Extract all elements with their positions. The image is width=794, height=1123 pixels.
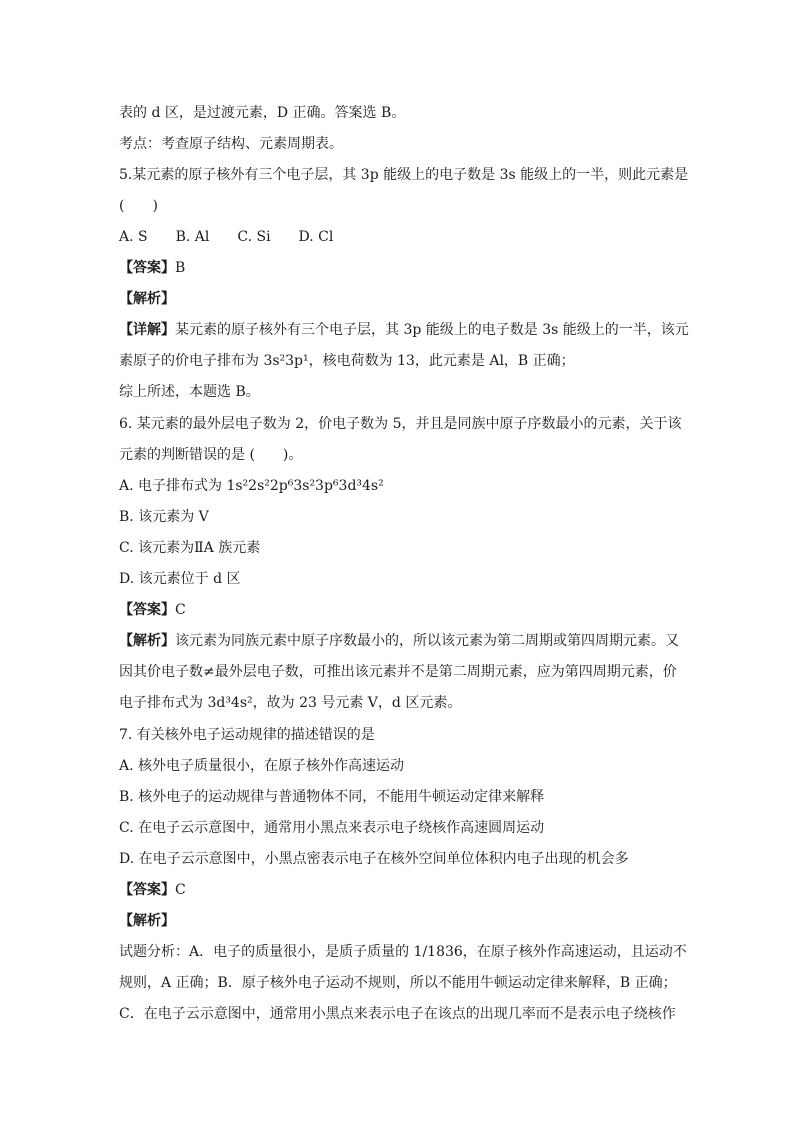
answer-value: C bbox=[175, 882, 186, 898]
detail-text: 某元素的原子核外有三个电子层，其 3p 能级上的电子数是 3s 能级上的一半，该元 bbox=[175, 322, 689, 338]
detail-line bbox=[119, 321, 689, 339]
answer-tag: 【答案】 bbox=[119, 260, 175, 276]
question-6-option-a: A. 电子排布式为 1s²2s²2p⁶3s²3p⁶3d³4s² bbox=[119, 478, 384, 494]
analysis-tag-line bbox=[119, 290, 175, 308]
question-6-stem-cont: 元素的判断错误的是 ( )。 bbox=[119, 447, 303, 463]
text-line: 电子排布式为 3d³4s²，故为 23 号元素 V，d 区元素。 bbox=[119, 695, 462, 711]
text-line: 因其价电子数≠最外层电子数，可推出该元素并不是第二周期元素，应为第四周期元素，价 bbox=[119, 664, 677, 680]
question-7-option-d: D. 在电子云示意图中，小黑点密表示电子在核外空间单位体积内电子出现的机会多 bbox=[119, 851, 629, 867]
question-6-option-d: D. 该元素位于 d 区 bbox=[119, 571, 241, 587]
answer-line bbox=[119, 259, 185, 277]
analysis-text: 该元素为同族元素中原子序数最小的，所以该元素为第二周期或第四周期元素。又 bbox=[175, 633, 679, 649]
text-line: 综上所述，本题选 B。 bbox=[119, 384, 260, 400]
answer-line bbox=[119, 601, 186, 619]
answer-value: B bbox=[175, 260, 186, 276]
question-7-option-b: B. 核外电子的运动规律与普通物体不同，不能用牛顿运动定律来解释 bbox=[119, 789, 545, 805]
question-5-options: A. S B. Al C. Si D. Cl bbox=[119, 229, 334, 245]
question-7-stem: 7. 有关核外电子运动规律的描述错误的是 bbox=[119, 727, 375, 743]
question-6-stem: 6. 某元素的最外层电子数为 2，价电子数为 5，并且是同族中原子序数最小的元素，关于该 bbox=[119, 416, 682, 432]
text-line: 表的 d 区，是过渡元素，D 正确。答案选 B。 bbox=[119, 105, 406, 121]
answer-tag: 【答案】 bbox=[119, 602, 175, 618]
text-line: 试题分析：A．电子的质量很小，是质子质量的 1/1836，在原子核外作高速运动，且运动不 bbox=[119, 944, 687, 960]
answer-line bbox=[119, 881, 186, 899]
analysis-tag-line bbox=[119, 912, 175, 930]
question-6-option-c: C. 该元素为ⅡA 族元素 bbox=[119, 540, 261, 556]
question-7-option-a: A. 核外电子质量很小，在原子核外作高速运动 bbox=[119, 758, 405, 774]
answer-tag: 【答案】 bbox=[119, 882, 175, 898]
question-5-paren: ( ) bbox=[119, 198, 158, 214]
text-line: 规则，A 正确；B．原子核外电子运动不规则，所以不能用牛顿运动定律来解释，B 正确； bbox=[119, 975, 677, 991]
text-line: C．在电子云示意图中，通常用小黑点来表示电子在该点的出现几率而不是表示电子绕核作 bbox=[119, 1006, 676, 1022]
detail-tag: 【详解】 bbox=[119, 322, 175, 338]
analysis-tag: 【解析】 bbox=[119, 913, 175, 929]
text-line: 素原子的价电子排布为 3s²3p¹，核电荷数为 13，此元素是 Al，B 正确； bbox=[119, 353, 575, 369]
question-6-option-b: B. 该元素为 V bbox=[119, 509, 209, 525]
analysis-line bbox=[119, 632, 679, 650]
question-7-option-c: C. 在电子云示意图中，通常用小黑点来表示电子绕核作高速圆周运动 bbox=[119, 820, 545, 836]
exam-point-line: 考点：考查原子结构、元素周期表。 bbox=[119, 136, 343, 152]
analysis-tag: 【解析】 bbox=[119, 291, 175, 307]
answer-value: C bbox=[175, 602, 186, 618]
analysis-tag: 【解析】 bbox=[119, 633, 175, 649]
question-5-stem: 5.某元素的原子核外有三个电子层，其 3p 能级上的电子数是 3s 能级上的一半，则此元素是 bbox=[119, 167, 689, 183]
